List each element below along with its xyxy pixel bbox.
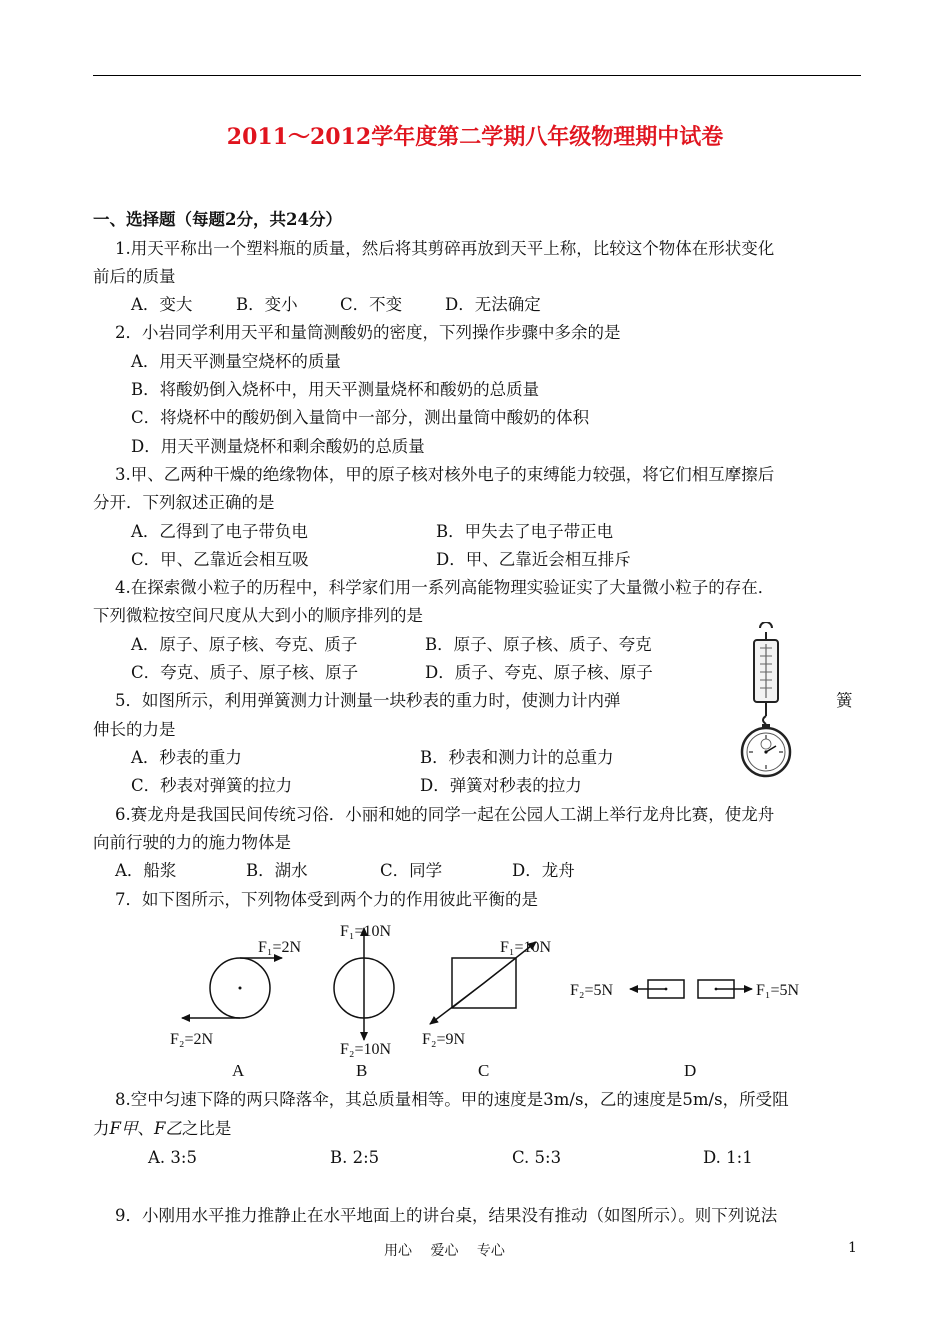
q6-stem-1: 6.赛龙舟是我国民间传统习俗．小丽和她的同学一起在公园人工湖上举行龙舟比赛，使龙舟 xyxy=(115,805,775,824)
figure-d-f1: F₁=5N xyxy=(756,982,800,999)
q5-option-a: A．秒表的重力 xyxy=(131,748,242,767)
figure-b-f1: F₁=10N xyxy=(340,923,392,940)
q8-option-c: C. 5:3 xyxy=(512,1148,562,1167)
q3-option-d: D．甲、乙靠近会相互排斥 xyxy=(436,550,631,569)
q3-stem-1: 3.甲、乙两种干燥的绝缘物体，甲的原子核对核外电子的束缚能力较强，将它们相互摩擦后 xyxy=(115,465,775,484)
q7-stem: 7．如下图所示，下列物体受到两个力的作用彼此平衡的是 xyxy=(115,890,538,909)
q4-option-a: A．原子、原子核、夸克、质子 xyxy=(131,635,358,654)
page-number: 1 xyxy=(848,1240,857,1256)
q6-stem-2: 向前行驶的力的施力物体是 xyxy=(93,833,291,852)
figure-c-f2: F₂=9N xyxy=(422,1031,466,1048)
q1-stem-1: 1.用天平称出一个塑料瓶的质量，然后将其剪碎再放到天平上称，比较这个物体在形状变化 xyxy=(115,239,775,258)
q8-option-d: D. 1:1 xyxy=(703,1148,753,1167)
q1-option-c: C．不变 xyxy=(340,295,403,314)
q6-option-c: C．同学 xyxy=(380,861,443,880)
q8-f-yi: F乙 xyxy=(153,1119,182,1138)
header-rule xyxy=(93,75,861,76)
q2-option-d: D．用天平测量烧杯和剩余酸奶的总质量 xyxy=(131,437,425,456)
q9-stem-1: 9．小刚用水平推力推静止在水平地面上的讲台桌，结果没有推动（如图所示）。则下列说法 xyxy=(115,1206,778,1225)
figure-a-f2: F₂=2N xyxy=(170,1031,214,1048)
q8-stem-2a: 力 xyxy=(93,1119,110,1138)
figure-c xyxy=(422,939,552,1080)
q8-sep: 、 xyxy=(137,1119,154,1138)
figure-b-label: B xyxy=(356,1061,368,1080)
q5-stem-2: 伸长的力是 xyxy=(93,720,176,739)
spring-scale-stopwatch-figure xyxy=(720,622,815,780)
q4-stem-2: 下列微粒按空间尺度从大到小的顺序排列的是 xyxy=(93,606,423,625)
figure-b-f2: F₂=10N xyxy=(340,1041,392,1058)
q8-f-jia: F甲 xyxy=(109,1119,138,1138)
q2-option-c: C．将烧杯中的酸奶倒入量筒中一部分，测出量筒中酸奶的体积 xyxy=(131,408,590,427)
q6-option-d: D．龙舟 xyxy=(512,861,575,880)
q3-option-b: B．甲失去了电子带正电 xyxy=(436,522,614,541)
q6-option-a: A．船浆 xyxy=(115,861,177,880)
footer-motto: 用心 爱心 专心 xyxy=(384,1243,505,1259)
figure-a-label: A xyxy=(232,1061,245,1080)
q8-stem-1: 8.空中匀速下降的两只降落伞，其总质量相等。甲的速度是3m/s，乙的速度是5m/s，所受阻 xyxy=(115,1090,789,1109)
q8-option-b: B. 2:5 xyxy=(330,1148,380,1167)
q6-option-b: B．湖水 xyxy=(246,861,308,880)
q5-option-c: C．秒表对弹簧的拉力 xyxy=(131,776,293,795)
q5-option-b: B．秒表和测力计的总重力 xyxy=(420,748,614,767)
figure-d-f2: F₂=5N xyxy=(570,982,614,999)
q3-stem-2: 分开．下列叙述正确的是 xyxy=(93,493,275,512)
figure-c-label: C xyxy=(478,1061,490,1080)
q1-stem-2: 前后的质量 xyxy=(93,267,176,286)
q4-option-d: D．质子、夸克、原子核、原子 xyxy=(425,663,653,682)
q4-stem-1: 4.在探索微小粒子的历程中，科学家们用一系列高能物理实验证实了大量微小粒子的存在． xyxy=(115,578,775,597)
figure-a xyxy=(170,939,302,1080)
q8-stem-2b: 之比是 xyxy=(181,1119,232,1138)
section-heading: 一、选择题（每题2分，共24分） xyxy=(93,210,342,229)
q5-stem-1: 5．如图所示，利用弹簧测力计测量一块秒表的重力时，使测力计内弹 xyxy=(115,691,621,710)
figure-c-f1: F₁=10N xyxy=(500,939,552,956)
figure-d xyxy=(570,980,800,1080)
q3-option-c: C．甲、乙靠近会相互吸 xyxy=(131,550,309,569)
q2-option-b: B．将酸奶倒入烧杯中，用天平测量烧杯和酸奶的总质量 xyxy=(131,380,540,399)
q8-option-a: A. 3:5 xyxy=(148,1148,197,1167)
q4-option-c: C．夸克、质子、原子核、原子 xyxy=(131,663,359,682)
q4-option-b: B．原子、原子核、质子、夸克 xyxy=(425,635,652,654)
q3-option-a: A．乙得到了电子带负电 xyxy=(131,522,308,541)
page-title: 2011～2012学年度第二学期八年级物理期中试卷 xyxy=(226,124,724,150)
figure-a-f1: F₁=2N xyxy=(258,939,302,956)
q7-force-diagrams xyxy=(160,918,840,1084)
figure-b xyxy=(334,923,394,1080)
figure-d-label: D xyxy=(684,1061,697,1080)
q1-option-d: D．无法确定 xyxy=(445,295,541,314)
q2-option-a: A．用天平测量空烧杯的质量 xyxy=(131,352,341,371)
q2-stem: 2．小岩同学利用天平和量筒测酸奶的密度，下列操作步骤中多余的是 xyxy=(115,323,621,342)
q1-option-b: B．变小 xyxy=(236,295,298,314)
q1-option-a: A．变大 xyxy=(131,295,193,314)
q5-option-d: D．弹簧对秒表的拉力 xyxy=(420,776,582,795)
q8-stem-2 xyxy=(93,1118,231,1140)
q5-stem-1b: 簧 xyxy=(836,691,853,710)
